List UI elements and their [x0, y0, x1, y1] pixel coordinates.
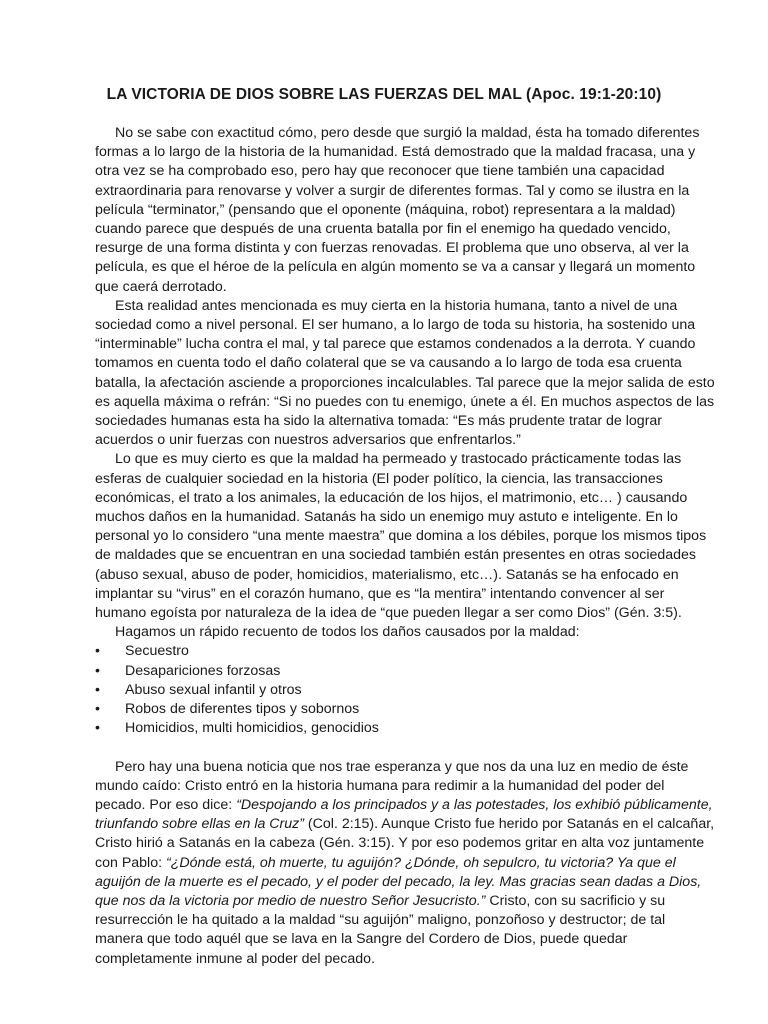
paragraph-5-text-3: Cristo, con su sacrificio y su resurrección le ha quitado a la maldad “su aguijón” maligno, ponzoñoso y destructor; de tal manera que todo aquél que se lava en la Sangre del Cordero de Dios, puede quedar completamente inmune al poder del pecado.: [95, 892, 666, 967]
list-item: • Desapariciones forzosas: [95, 662, 715, 681]
paragraph-5-text-1: Pero hay una buena noticia que nos trae esperanza y que nos da una luz en medio de éste mundo caído: Cristo entró en la historia humana para redimir a la humanidad del poder del pecado. Por eso dice:: [95, 758, 689, 813]
paragraph-spacer: [95, 739, 715, 758]
document-title: LA VICTORIA DE DIOS SOBRE LAS FUERZAS DEL MAL (Apoc. 19:1-20:10): [106, 86, 662, 103]
paragraph-5: [95, 758, 715, 969]
list-item: • Abuso sexual infantil y otros: [95, 681, 715, 700]
quote-corinthians: “¿Dónde está, oh muerte, tu aguijón? ¿Dónde, oh sepulcro, tu victoria? Ya que el aguijón de la muerte es el pecado, y el poder del pecado, la ley. Mas gracias sean dadas a Dios, que nos da la victoria por medio de nuestro Señor Jesucristo.”: [95, 854, 702, 909]
paragraph-5-text-2: (Col. 2:15). Aunque Cristo fue herido por Satanás en el calcañar, Cristo hirió a Satanás en la cabeza (Gén. 3:15). Y por eso podemos gritar en alta voz juntamente con Pablo:: [95, 816, 715, 871]
document-body: [95, 124, 715, 969]
paragraph-2: Esta realidad antes mencionada es muy cierta en la historia humana, tanto a nivel de una sociedad como a nivel personal. El ser humano, a lo largo de toda su historia, ha sostenido una “interminable” lucha contra el mal, y tal parece que estamos condenados a la derrota. Y cuando tomamos en cuenta todo el daño colateral que se va causando a lo largo de toda esa cruenta batalla, la afectación asciende a proporciones incalculables. Tal parece que la mejor salida de esto es aquella máxima o refrán: “Si no puedes con tu enemigo, únete a él. En muchos aspectos de las sociedades humanas esta ha sido la alternativa tomada: “Es más prudente tratar de lograr acuerdos o unir fuerzas con nuestros adversarios que enfrentarlos.”: [95, 297, 715, 449]
quote-colossians: “Despojando a los principados y a las potestades, los exhibió públicamente, triunfando sobre ellas en la Cruz”: [95, 796, 713, 833]
paragraph-3: Lo que es muy cierto es que la maldad ha permeado y trastocado prácticamente todas las esferas de cualquier sociedad en la historia (El poder político, la ciencia, las transacciones económicas, el trato a los animales, la educación de los hijos, el matrimonio, etc… ) causando muchos daños en la humanidad. Satanás ha sido un enemigo muy astuto e inteligente. En lo personal yo lo considero “una mente maestra” que domina a los débiles, porque los mismos tipos de maldades que se encuentran en una sociedad también están presentes en otras sociedades (abuso sexual, abuso de poder, homicidios, materialismo, etc…). Satanás se ha enfocado en implantar su “virus” en el corazón humano, que es “la mentira” intentando convencer al ser humano egoísta por naturaleza de la idea de “que pueden llegar a ser como Dios” (Gén. 3:5).: [95, 451, 707, 622]
paragraph-1: No se sabe con exactitud cómo, pero desde que surgió la maldad, ésta ha tomado diferentes formas a lo largo de la historia de la humanidad. Está demostrado que la maldad fracasa, una y otra vez se ha comprobado eso, pero hay que reconocer que tiene también una capacidad extraordinaria para renovarse y volver a surgir de diferentes formas. Tal y como se ilustra en la película “terminator,” (pensando que el oponente (máquina, robot) representara a la maldad) cuando parece que después de una cruenta batalla por fin el enemigo ha quedado vencido, resurge de una forma distinta y con fuerzas renovadas. El problema que uno observa, al ver la película, es que el héroe de la película en algún momento se va a cansar y llegará un momento que caerá derrotado.: [95, 125, 700, 295]
list-item: • Robos de diferentes tipos y sobornos: [95, 700, 715, 719]
damages-list: [95, 642, 715, 738]
paragraph-4: Hagamos un rápido recuento de todos los daños causados por la maldad:: [115, 624, 580, 641]
list-item: • Secuestro: [95, 642, 715, 661]
list-item: • Homicidios, multi homicidios, genocidios: [95, 719, 715, 738]
